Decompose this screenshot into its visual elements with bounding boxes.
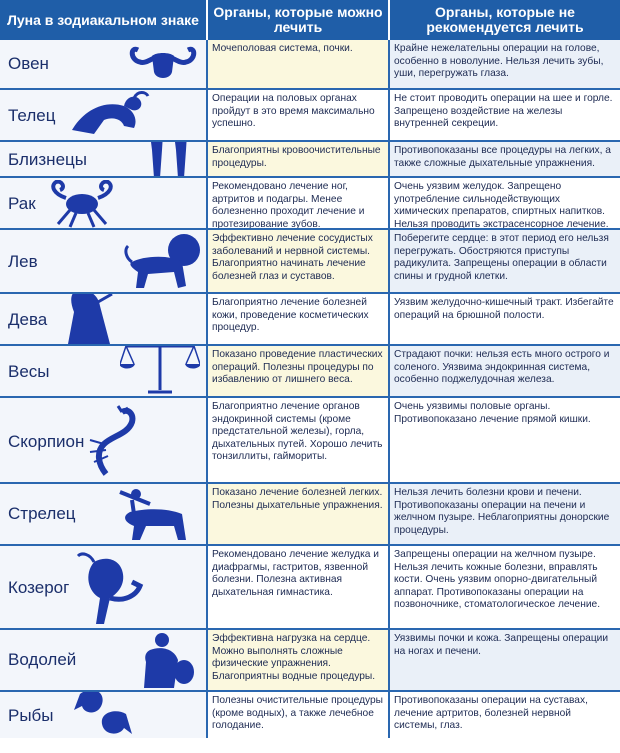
sign-name: Овен [8,54,49,73]
table-row [0,294,620,346]
table-row [0,398,620,484]
table-row [0,40,620,90]
not-recommended-cell: Страдают почки: нельзя есть много острого и соленого. Уязвима эндокринная система, особенно поджелудочная железа. [390,346,620,396]
table-body [0,40,620,738]
can-treat-cell: Мочеполовая система, почки. [208,40,390,88]
not-recommended-cell: Запрещены операции на желчном пузыре. Нельзя лечить кожные болезни, вправлять кости. Очень уязвим опорно-двигательный аппарат. Противопоказаны операции на позвоночнике, стоматологическое лечение. [390,546,620,628]
table-row [0,178,620,230]
sign-name: Скорпион [8,432,85,451]
table-row [0,484,620,546]
sign-cell [0,90,208,140]
sign-cell [0,484,208,544]
can-treat-cell: Благоприятно лечение болезней кожи, проведение косметических процедур. [208,294,390,344]
not-recommended-cell: Крайне нежелательны операции на голове, особенно в новолуние. Нельзя лечить зубы, уши, перегружать глаза. [390,40,620,88]
sign-cell [0,630,208,690]
sign-name: Телец [8,106,56,125]
not-recommended-cell: Очень уязвим желудок. Запрещено употребление сильнодействующих химических препаратов, спиртных напитков. Нельзя проводить экстрасенсорное лечение. [390,178,620,228]
sign-name: Козерог [8,578,70,597]
table-row [0,630,620,692]
can-treat-cell: Полезны очистительные процедуры (кроме водных), а также лечебное голодание. [208,692,390,738]
not-recommended-cell: Не стоит проводить операции на шее и горле. Запрещено воздействие на железы внутренней секреции. [390,90,620,140]
can-treat-cell: Благоприятно лечение органов эндокринной системы (кроме предстательной железы), горла, дыхательных путей. Хорошо лечить тонзиллиты, гаймориты. [208,398,390,482]
sign-name: Стрелец [8,504,76,523]
not-recommended-cell: Нельзя лечить болезни крови и печени. Противопоказаны операции на печени и желчном пузыре. Неблагоприятны донорские процедуры. [390,484,620,544]
table-row [0,546,620,630]
sign-cell [0,546,208,628]
can-treat-cell: Благоприятны кровоочистительные процедуры. [208,142,390,176]
table-header [0,0,620,40]
sign-name: Рак [8,194,36,213]
sign-cell [0,294,208,344]
cancer-icon [44,180,120,228]
taurus-icon [64,90,154,140]
aries-icon [128,42,198,86]
sign-name: Весы [8,362,50,381]
table-row [0,90,620,142]
sign-cell [0,692,208,738]
sign-cell [0,398,208,482]
leo-icon [122,232,204,292]
can-treat-cell: Операции на половых органах пройдут в это время максимально успешно. [208,90,390,140]
table-row [0,346,620,398]
not-recommended-cell: Уязвим желудочно-кишечный тракт. Избегайте операций на брюшной полости. [390,294,620,344]
libra-icon [120,346,200,396]
virgo-icon [58,294,114,344]
not-recommended-cell: Противопоказаны операции на суставах, лечение артритов, болезней нервной системы, глаз. [390,692,620,738]
not-recommended-cell: Противопоказаны все процедуры на легких, а также сложные дыхательные упражнения. [390,142,620,176]
sign-name: Рыбы [8,706,54,725]
sign-cell [0,40,208,88]
sign-name: Водолей [8,650,77,669]
header-can-treat: Органы, которые можно лечить [208,0,390,40]
sagittarius-icon [110,488,204,544]
not-recommended-cell: Уязвимы почки и кожа. Запрещены операции на ногах и печени. [390,630,620,690]
not-recommended-cell: Очень уязвимы половые органы. Противопоказано лечение прямой кишки. [390,398,620,482]
not-recommended-cell: Поберегите сердце: в этот период его нельзя перегружать. Обостряются приступы радикулита. Запрещены операции в области спины и грудной клетки. [390,230,620,292]
gemini-icon [140,142,200,176]
header-moon-sign: Луна в зодиакальном знаке [0,0,208,40]
scorpio-icon [82,404,148,480]
sign-name: Лев [8,252,38,271]
sign-cell [0,178,208,228]
table-row [0,230,620,294]
can-treat-cell: Рекомендовано лечение желудка и диафрагмы, гастритов, язвенной болезни. Полезна активная дыхательная гимнастика. [208,546,390,628]
sign-name: Близнецы [8,150,87,169]
capricorn-icon [74,552,144,626]
sign-cell [0,230,208,292]
table-row [0,142,620,178]
can-treat-cell: Показано проведение пластических операций. Полезны процедуры по избавлению от лишнего веса. [208,346,390,396]
pisces-icon [72,692,134,738]
sign-cell [0,346,208,396]
can-treat-cell: Рекомендовано лечение ног, артритов и подагры. Менее болезненно проходит лечение и протезирование зубов. [208,178,390,228]
aquarius-icon [134,632,198,690]
sign-name: Дева [8,310,48,329]
sign-cell [0,142,208,176]
can-treat-cell: Эффективна нагрузка на сердце. Можно выполнять сложные физические упражнения. Благоприятны водные процедуры. [208,630,390,690]
can-treat-cell: Эффективно лечение сосудистых заболеваний и нервной системы. Благоприятно начинать лечение болезней глаз и суставов. [208,230,390,292]
can-treat-cell: Показано лечение болезней легких. Полезны дыхательные упражнения. [208,484,390,544]
header-not-recommended: Органы, которые не рекомендуется лечить [426,4,584,35]
table-row [0,692,620,738]
